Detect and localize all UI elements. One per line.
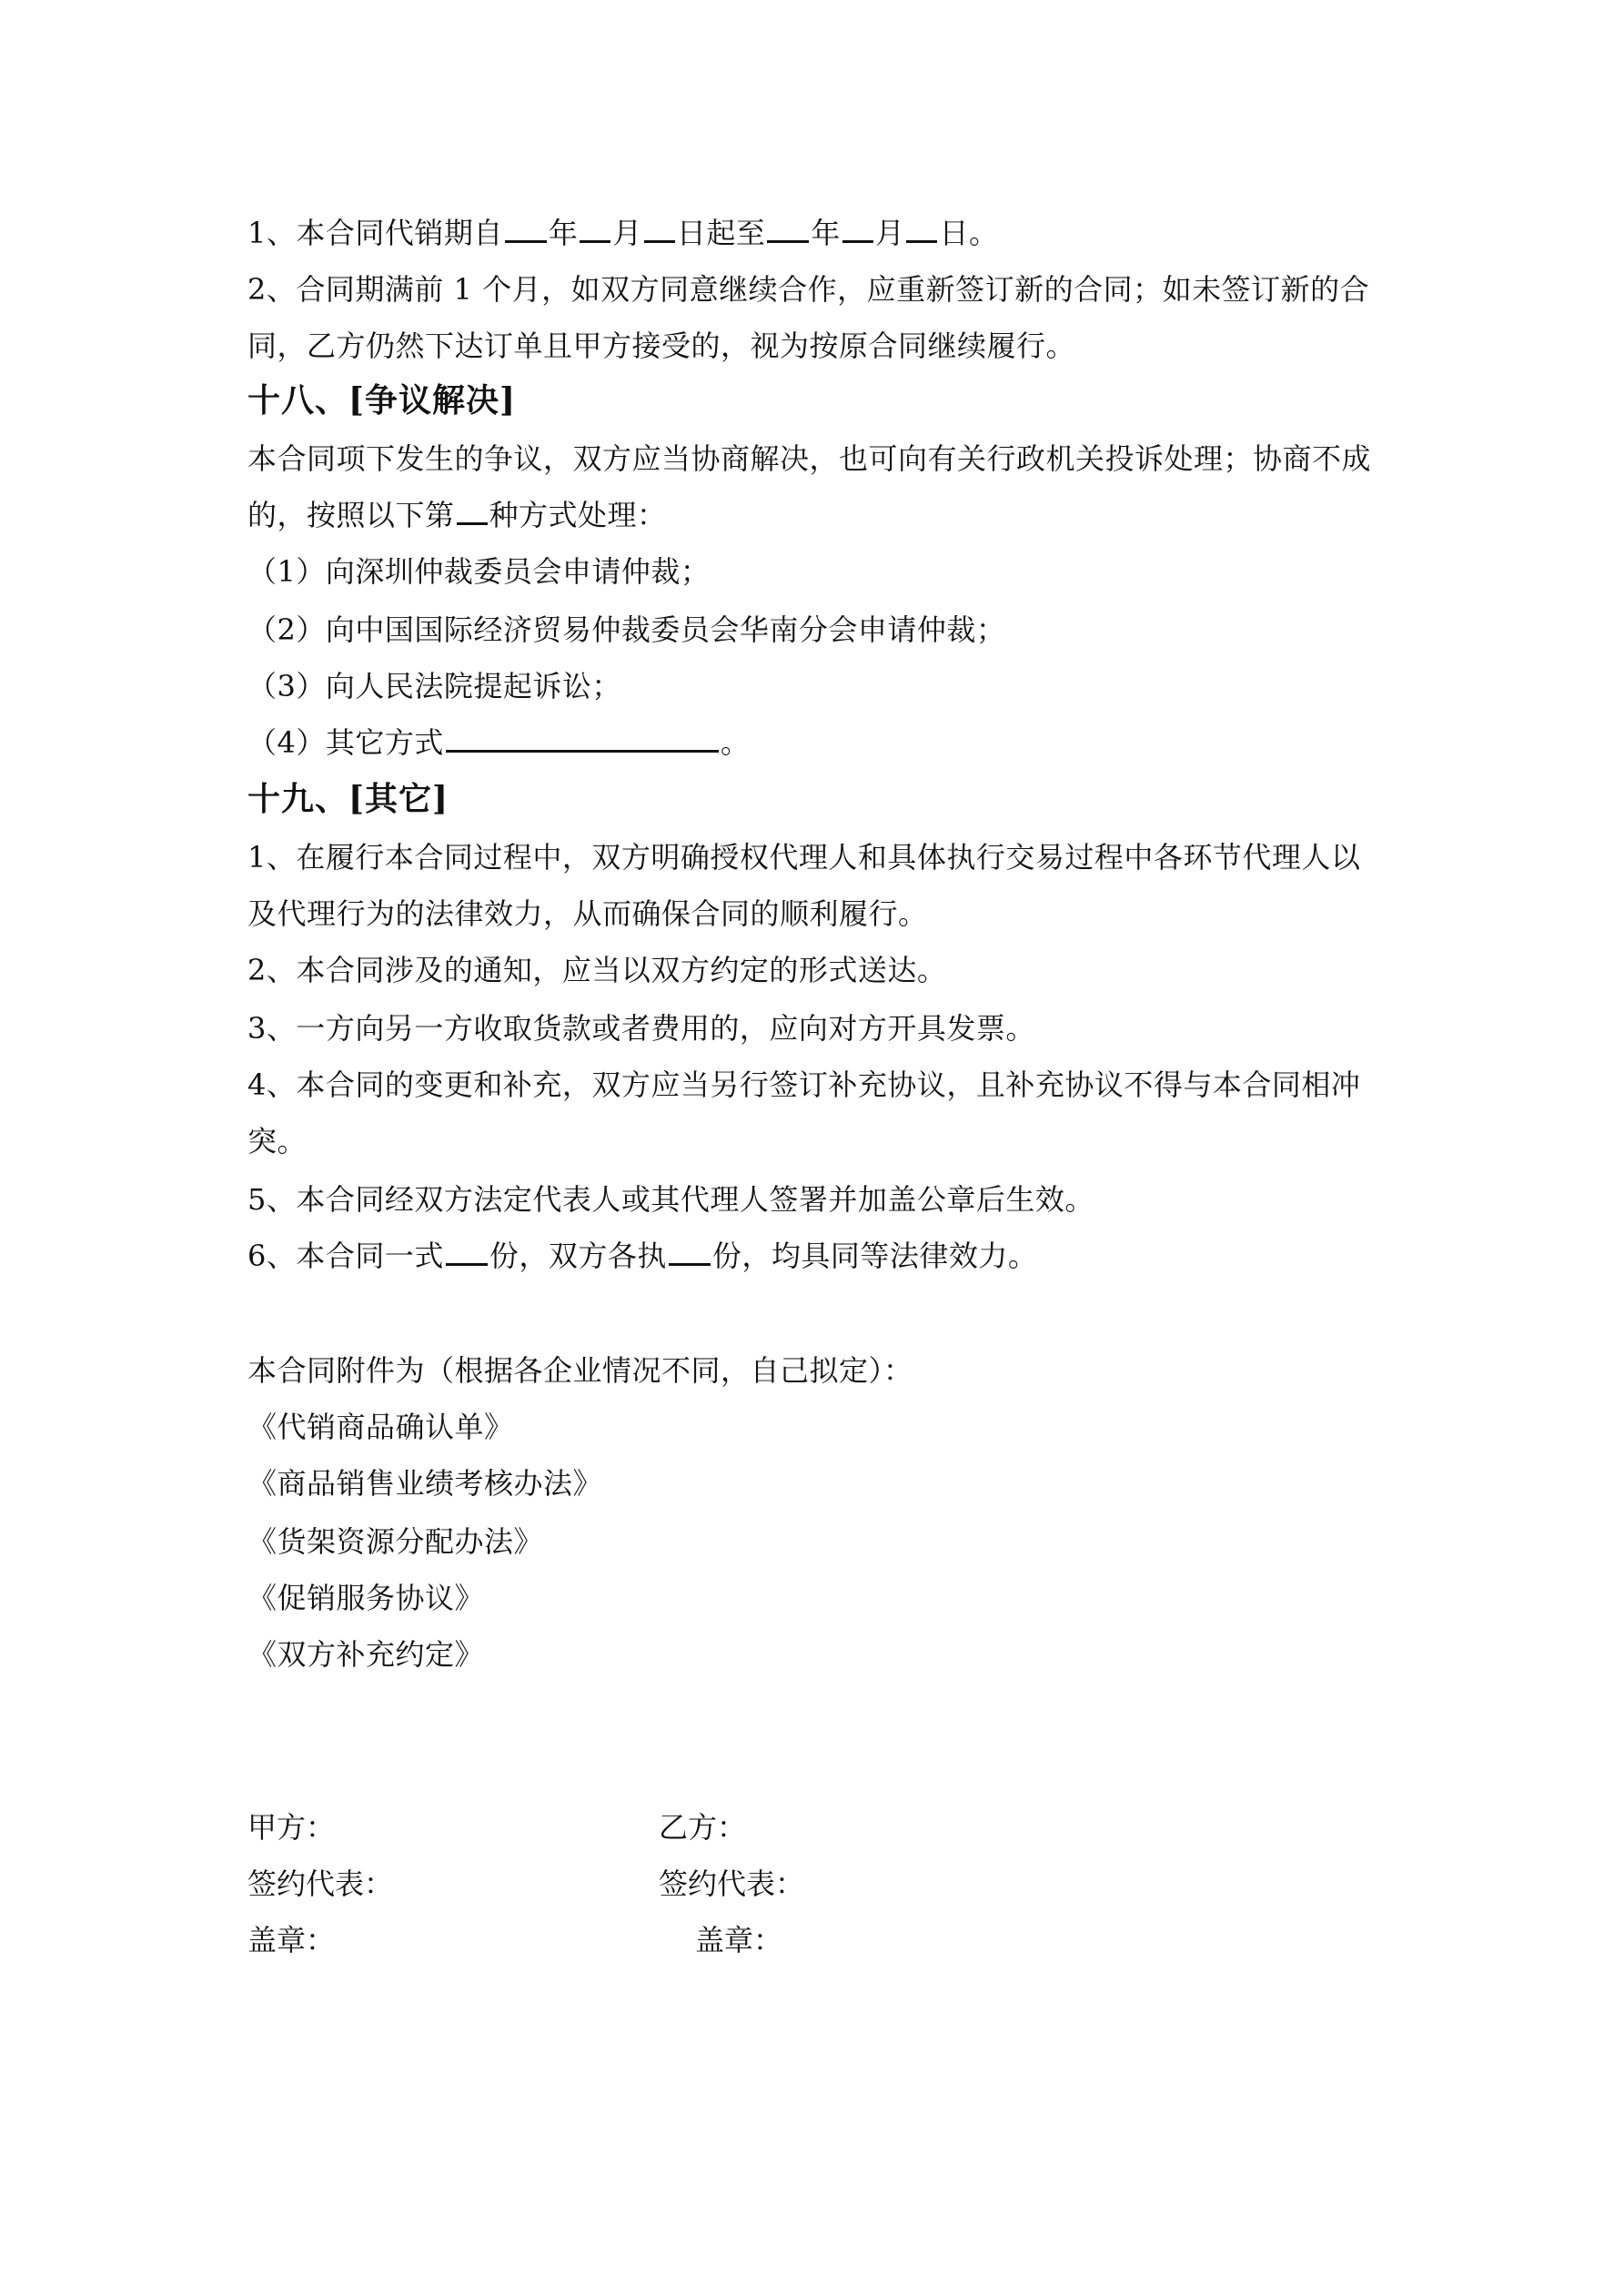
start-month-blank: [580, 215, 610, 243]
attachment-item: 《货架资源分配办法》: [247, 1524, 544, 1559]
party-a-representative-label: 签约代表：: [247, 1866, 394, 1901]
other-clause-4-line-1: 4、本合同的变更和补充，双方应当另行签订补充协议，且补充协议不得与本合同相冲: [247, 1067, 1361, 1102]
other-method-blank: [446, 724, 719, 753]
attachment-item: 《商品销售业绩考核办法》: [247, 1466, 603, 1501]
party-b-label: 乙方：: [659, 1810, 747, 1845]
attachment-item: 《促销服务协议》: [247, 1581, 485, 1615]
end-day-blank: [906, 215, 937, 243]
dispute-option-2: （2）向中国国际经济贸易仲裁委员会华南分会申请仲裁；: [247, 612, 1006, 647]
party-a-label: 甲方：: [247, 1810, 336, 1845]
end-year-blank: [767, 215, 809, 243]
party-b-representative-label: 签约代表：: [659, 1866, 805, 1901]
start-year-blank: [505, 215, 547, 243]
attachment-item: 《双方补充约定》: [247, 1637, 485, 1672]
dispute-option-4: （4）其它方式 。: [247, 725, 751, 760]
other-clause-6: 6、本合同一式 份，双方各执 份，均具同等法律效力。: [247, 1239, 1038, 1273]
party-b-seal-label: 盖章：: [695, 1923, 783, 1957]
method-number-blank: [457, 497, 488, 525]
term-clause-1: 1、本合同代销期自 年 月 日起至 年 月 日。: [247, 216, 999, 250]
party-a-seal-label: 盖章：: [247, 1923, 336, 1957]
other-clause-2: 2、本合同涉及的通知，应当以双方约定的形式送达。: [247, 953, 947, 987]
term-clause-2-line-2: 同，乙方仍然下达订单且甲方接受的，视为按原合同继续履行。: [247, 329, 1076, 363]
dispute-intro-line-2: 的，按照以下第 种方式处理：: [247, 498, 667, 532]
dispute-intro-line-1: 本合同项下发生的争议，双方应当协商解决，也可向有关行政机关投诉处理；协商不成: [247, 441, 1372, 476]
other-clause-1-line-1: 1、在履行本合同过程中，双方明确授权代理人和具体执行交易过程中各环节代理人以: [247, 840, 1361, 875]
attachment-item: 《代销商品确认单》: [247, 1410, 514, 1444]
other-clause-5: 5、本合同经双方法定代表人或其代理人签署并加盖公章后生效。: [247, 1182, 1094, 1217]
other-heading: 十九、[其它]: [247, 780, 449, 818]
dispute-option-1: （1）向深圳仲裁委员会申请仲裁；: [247, 554, 711, 589]
other-clause-1-line-2: 及代理行为的法律效力，从而确保合同的顺利履行。: [247, 896, 928, 931]
other-clause-3: 3、一方向另一方收取货款或者费用的，应向对方开具发票。: [247, 1011, 1035, 1046]
term-clause-2-line-1: 2、合同期满前 1 个月，如双方同意继续合作，应重新签订新的合同；如未签订新的合: [247, 272, 1370, 307]
attachments-intro: 本合同附件为（根据各企业情况不同，自己拟定）：: [247, 1353, 913, 1388]
other-clause-4-line-2: 突。: [247, 1124, 308, 1158]
copies-each-blank: [669, 1238, 711, 1266]
copies-total-blank: [446, 1238, 488, 1266]
end-month-blank: [842, 215, 873, 243]
dispute-option-3: （3）向人民法院提起诉讼；: [247, 669, 621, 703]
dispute-heading: 十八、[争议解决]: [247, 381, 517, 420]
start-day-blank: [644, 215, 675, 243]
